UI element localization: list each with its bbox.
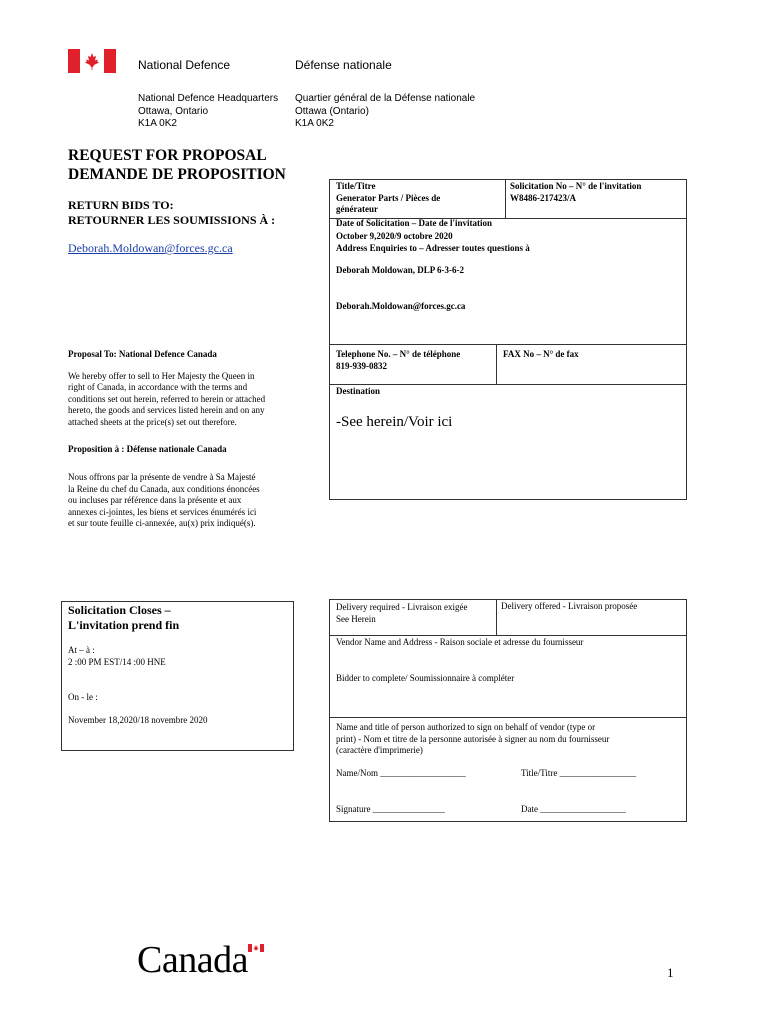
telephone-label: Telephone No. – N° de téléphone	[336, 349, 461, 359]
solicitation-date-value: October 9,2020/9 octobre 2020	[336, 230, 453, 241]
return-bids-heading	[68, 198, 275, 228]
closes-date-label: On - le :	[68, 692, 98, 702]
document-title	[68, 146, 286, 184]
telephone-value: 819-939-0832	[336, 360, 387, 371]
vendor-divider-h1	[329, 635, 687, 636]
name-field[interactable]: Name/Nom ___________________	[336, 768, 466, 778]
solicitation-date-label: Date of Solicitation – Date de l'invitation	[336, 218, 492, 228]
delivery-required-field	[336, 601, 467, 625]
proposal-body-fr-line: et sur toute feuille ci-annexée, au(x) prix indiqué(s).	[68, 518, 256, 529]
date-field[interactable]: Date ___________________	[521, 804, 626, 814]
canada-flag-icon	[68, 49, 116, 73]
return-bids-email-link[interactable]: Deborah.Moldowan@forces.gc.ca	[68, 241, 233, 255]
address-en-line: Ottawa, Ontario	[138, 105, 209, 117]
return-bids-fr: RETOURNER LES SOUMISSIONS À :	[68, 213, 276, 227]
authorized-person-line: (caractère d'imprimerie)	[336, 745, 423, 755]
wordmark-flag-icon	[248, 944, 264, 952]
delivery-offered-label: Delivery offered - Livraison proposée	[501, 601, 638, 611]
delivery-required-label: Delivery required - Livraison exigée	[336, 602, 468, 612]
closes-title-fr: L'invitation prend fin	[68, 618, 180, 632]
info-divider-v1	[505, 179, 506, 218]
title-signature-field[interactable]: Title/Titre _________________	[521, 768, 637, 778]
address-fr-line: Quartier général de la Défense nationale	[295, 93, 476, 104]
solicitation-date-field	[336, 217, 530, 255]
address-fr-line: K1A 0K2	[295, 118, 334, 129]
closes-title	[68, 603, 179, 633]
vendor-divider-v	[496, 599, 497, 635]
address-fr	[295, 93, 475, 131]
title-field	[336, 181, 440, 216]
address-en	[138, 93, 278, 131]
closes-title-en: Solicitation Closes –	[68, 603, 171, 617]
dept-name-en: National Defence	[138, 58, 231, 72]
proposal-body-fr	[68, 472, 260, 530]
solicitation-number-label: Solicitation No – N° de l'invitation	[510, 181, 642, 191]
solicitation-number-value: W8486-217423/A	[510, 192, 576, 203]
fax-label: FAX No – N° de fax	[503, 349, 579, 359]
enquiries-label: Address Enquiries to – Adresser toutes questions à	[336, 243, 530, 253]
destination-label: Destination	[336, 386, 381, 396]
page-number: 1	[667, 965, 674, 980]
solicitation-number-field	[510, 181, 641, 204]
authorized-person-text	[336, 722, 609, 757]
title-field-value: Generator Parts / Pièces de	[336, 192, 441, 203]
proposal-body-en-line: We hereby offer to sell to Her Majesty the Queen in	[68, 371, 255, 381]
address-fr-line: Ottawa (Ontario)	[295, 105, 369, 117]
signature-field[interactable]: Signature ________________	[336, 804, 445, 814]
info-divider-h2	[329, 344, 687, 345]
delivery-required-value: See Herein	[336, 614, 376, 624]
bidder-complete-note: Bidder to complete/ Soumissionnaire à compléter	[336, 673, 515, 683]
title-field-value: générateur	[336, 204, 378, 214]
dept-name-fr: Défense nationale	[295, 58, 392, 72]
title-field-label: Title/Titre	[336, 181, 376, 191]
proposal-body-en-line: conditions set out herein, referred to herein or attached	[68, 393, 266, 404]
enquiries-name: Deborah Moldowan, DLP 6-3-6-2	[336, 265, 464, 275]
telephone-field	[336, 349, 460, 372]
proposal-body-fr-line: Nous offrons par la présente de vendre à Sa Majesté	[68, 472, 256, 482]
proposal-body-fr-line: annexes ci-jointes, les biens et services énumérés ici	[68, 506, 257, 517]
closes-date-value: November 18,2020/18 novembre 2020	[68, 715, 208, 725]
proposal-to-en: Proposal To: National Defence Canada	[68, 349, 217, 359]
vendor-info-box	[329, 599, 687, 822]
proposal-body-fr-line: ou incluses par référence dans la présente et aux	[68, 495, 242, 506]
proposal-body-en-line: right of Canada, in accordance with the terms and	[68, 382, 248, 393]
closes-time-label: At – à :	[68, 645, 95, 655]
info-divider-v2	[496, 344, 497, 384]
address-en-line: National Defence Headquarters	[138, 93, 279, 104]
address-en-line: K1A 0K2	[138, 118, 177, 129]
vendor-divider-h2	[329, 717, 687, 718]
proposal-to-fr: Proposition à : Défense nationale Canada	[68, 444, 227, 454]
closes-time-value: 2 :00 PM EST/14 :00 HNE	[68, 657, 166, 667]
authorized-person-line: Name and title of person authorized to sign on behalf of vendor (type or	[336, 722, 596, 732]
enquiries-email: Deborah.Moldowan@forces.gc.ca	[336, 301, 466, 311]
title-line-en: REQUEST FOR PROPOSAL	[68, 147, 267, 164]
closes-time	[68, 644, 166, 668]
proposal-body-en-line: attached sheets at the price(s) set out therefore.	[68, 416, 237, 427]
info-divider-h3	[329, 384, 687, 385]
return-bids-en: RETURN BIDS TO:	[68, 198, 174, 212]
title-line-fr: DEMANDE DE PROPOSITION	[68, 166, 286, 183]
proposal-body-en-line: hereto, the goods and services listed herein and on any	[68, 405, 265, 416]
canada-wordmark: Canada	[137, 939, 248, 981]
destination-value: -See herein/Voir ici	[336, 414, 453, 430]
proposal-body-fr-line: la Reine du chef du Canada, aux conditions énoncées	[68, 483, 260, 494]
authorized-person-line: print) - Nom et titre de la personne autorisée à signer au nom du fournisseur	[336, 733, 610, 744]
proposal-body-en	[68, 371, 265, 428]
vendor-name-address-label: Vendor Name and Address - Raison sociale et adresse du fournisseur	[336, 637, 584, 647]
